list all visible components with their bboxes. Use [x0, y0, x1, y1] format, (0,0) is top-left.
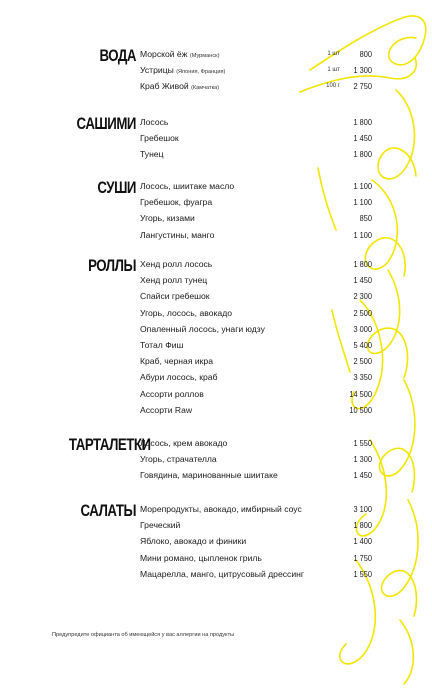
item-price: 1 100: [353, 197, 372, 208]
item-price: 1 800: [353, 520, 372, 531]
item-name-text: Гребешок: [140, 133, 179, 144]
item-name: [140, 369, 218, 385]
item-name: [140, 353, 213, 369]
item-price: 1 550: [353, 568, 372, 579]
item-name-text: Краб, черная икра: [140, 356, 213, 367]
item-origin-note: (Япония, Франция): [176, 69, 226, 76]
item-price: 2 750: [353, 81, 372, 92]
item-name-text: Яблоко, авокадо и финики: [140, 536, 247, 547]
item-name: [140, 130, 179, 146]
item-name-text: Лангустины, манго: [140, 229, 215, 240]
allergy-note: Предупредите официанта об имеющейся у вас аллергии на продукты: [52, 632, 235, 638]
item-name: [140, 194, 212, 210]
menu-item: [0, 288, 432, 304]
item-name: [140, 517, 180, 533]
item-name-text: Морской ёж: [140, 49, 188, 59]
menu-item: [0, 337, 432, 353]
item-quantity: 1 шт: [327, 51, 340, 57]
item-name-text: Тунец: [140, 149, 164, 160]
item-name-text: Ассорти роллов: [140, 388, 204, 399]
item-name: [140, 435, 227, 451]
item-name: [140, 566, 304, 582]
item-name-text: Краб Живой: [140, 81, 189, 92]
item-name-text: Угорь, страчателла: [140, 454, 217, 465]
menu-item: [0, 386, 432, 402]
item-name-text: Спайси гребешок: [140, 291, 210, 302]
menu-item: [0, 62, 432, 78]
menu-item: [0, 517, 432, 533]
item-origin-note: (Камчатка): [191, 85, 220, 92]
section-title: РОЛЛЫ: [88, 256, 136, 275]
menu-item: [0, 130, 432, 146]
menu-item: [0, 467, 432, 483]
menu-item: [0, 272, 432, 288]
menu-item: [0, 550, 432, 566]
section-title: ВОДА: [99, 46, 136, 65]
item-name-text: Угорь, лосось, авокадо: [140, 307, 232, 318]
item-name: [140, 78, 219, 96]
item-price: 1 300: [353, 454, 372, 465]
item-name-text: Угорь, кизами: [140, 213, 195, 224]
item-name: [140, 272, 207, 288]
item-origin-note: (Мурманск): [189, 53, 220, 59]
item-price: 1 450: [353, 470, 372, 481]
menu-item: [0, 369, 432, 385]
item-name-text: Морепродукты, авокадо, имбирный соус: [140, 504, 302, 514]
item-name-text: Лосось, шиитаке масло: [140, 181, 235, 191]
section-title: ТАРТАЛЕТКИ: [68, 435, 151, 454]
item-name-text: Хенд ролл тунец: [140, 275, 208, 286]
item-price: 14 500: [349, 388, 372, 399]
menu-item: [0, 46, 432, 62]
item-name-text: Лосось: [140, 117, 169, 127]
menu-item: [0, 566, 432, 582]
menu-item: [0, 256, 432, 272]
item-price: 2 500: [353, 307, 372, 318]
menu-item: [0, 210, 432, 226]
item-price: 3 350: [353, 372, 372, 383]
item-price: 10 500: [349, 404, 372, 415]
item-name-text: Гребешок, фуагра: [140, 197, 213, 208]
item-name-text: Мацарелла, манго, цитрусовый дрессинг: [140, 568, 305, 579]
item-name-text: Хенд ролл лосось: [140, 259, 213, 269]
item-name: [140, 256, 212, 272]
item-name: [140, 227, 214, 243]
item-name-text: Тотал Фиш: [140, 340, 184, 350]
menu-item: [0, 305, 432, 321]
item-price: 1 450: [353, 133, 372, 144]
item-price: 1 800: [353, 149, 372, 160]
item-price: 800: [359, 49, 372, 59]
item-price: 1 800: [353, 259, 372, 269]
menu-item: [0, 227, 432, 243]
item-price: 1 100: [353, 181, 372, 191]
item-price: 3 000: [353, 323, 372, 334]
item-name: [140, 533, 246, 549]
menu-item: [0, 353, 432, 369]
menu-item: [0, 533, 432, 549]
item-name: [140, 178, 234, 194]
item-price: 1 550: [353, 438, 372, 448]
item-name: [140, 550, 262, 566]
item-quantity: 100 г: [326, 83, 340, 90]
item-name-text: Лосось, крем авокадо: [140, 438, 228, 448]
item-name: [140, 321, 265, 337]
menu-item: [0, 114, 432, 130]
item-quantity: 1 шт: [327, 67, 340, 74]
item-price: 1 800: [353, 117, 372, 127]
item-name: [140, 114, 168, 130]
item-name-text: Говядина, маринованные шиитаке: [140, 470, 278, 481]
item-name: [140, 467, 278, 483]
menu-item: [0, 451, 432, 467]
item-name: [140, 402, 192, 418]
menu-item: [0, 78, 432, 94]
menu-item: [0, 321, 432, 337]
item-price: 1 750: [353, 552, 372, 563]
item-name-text: Опаленный лосось, унаги юдзу: [140, 323, 265, 334]
menu-item: [0, 194, 432, 210]
item-name: [140, 210, 195, 226]
item-price: 2 300: [353, 291, 372, 302]
section-title: СУШИ: [97, 178, 136, 197]
menu-item: [0, 178, 432, 194]
item-name: [140, 305, 232, 321]
item-price: 1 100: [353, 229, 372, 240]
item-price: 2 500: [353, 356, 372, 367]
menu-item: [0, 402, 432, 418]
menu-item: [0, 435, 432, 451]
item-price: 3 100: [353, 504, 372, 514]
item-price: 1 400: [353, 536, 372, 547]
item-price: 850: [359, 213, 372, 224]
item-name-text: Мини романо, цыпленок гриль: [140, 552, 262, 563]
item-name: [140, 501, 302, 517]
item-name: [140, 386, 204, 402]
menu-item: [0, 501, 432, 517]
item-name-text: Греческий: [140, 520, 181, 531]
item-name: [140, 146, 164, 162]
section-title: САШИМИ: [76, 114, 136, 133]
item-price: 1 450: [353, 275, 372, 286]
item-name-text: Ассорти Raw: [140, 404, 193, 415]
item-name: [140, 288, 210, 304]
item-price: 1 300: [353, 65, 372, 76]
item-name: [140, 451, 217, 467]
item-name: [140, 337, 183, 353]
menu-item: [0, 146, 432, 162]
item-name-text: Устрицы: [140, 65, 174, 76]
section-title: САЛАТЫ: [80, 501, 136, 520]
item-name-text: Абури лосось, краб: [140, 372, 218, 383]
item-price: 5 400: [353, 340, 372, 350]
